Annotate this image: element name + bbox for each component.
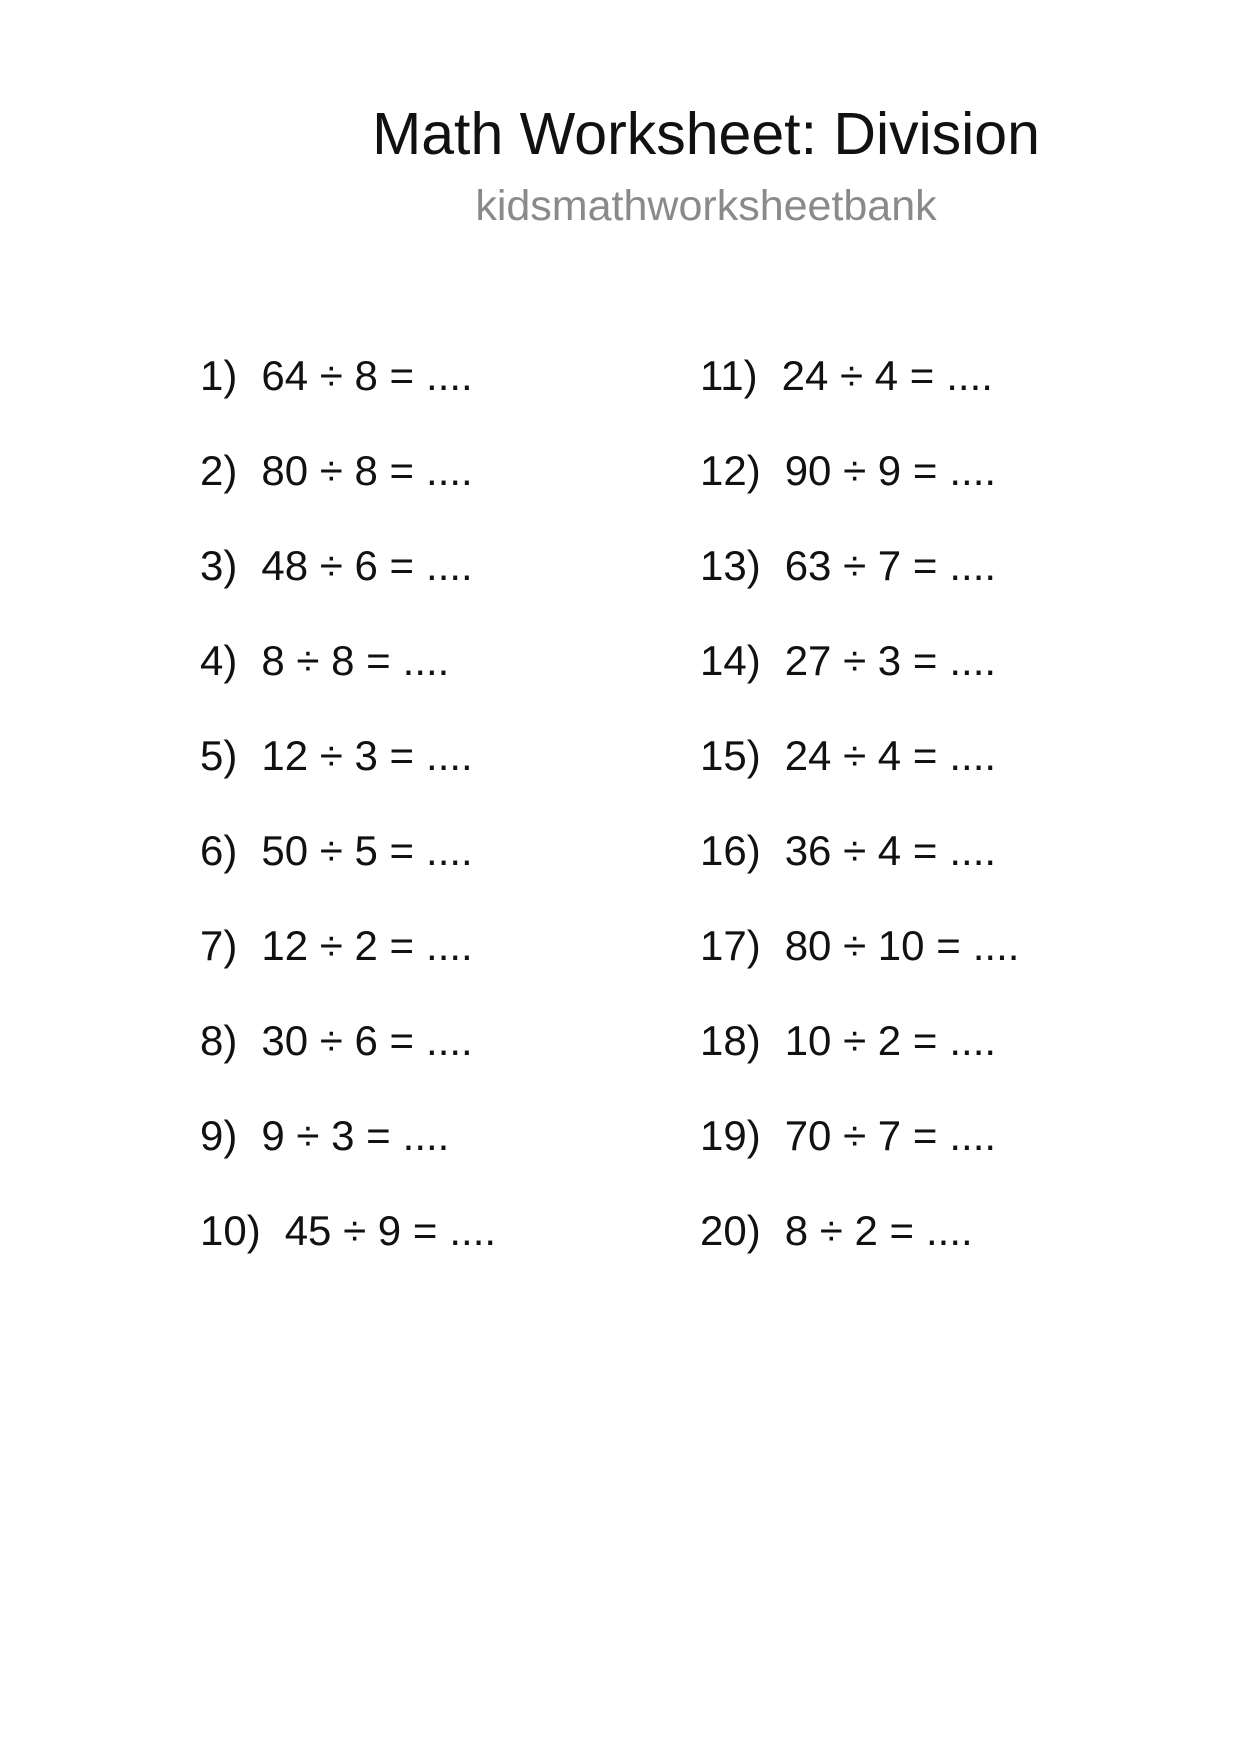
answer-blank: .... xyxy=(426,732,473,779)
problem-number: 2) xyxy=(200,447,238,494)
problem-number: 3) xyxy=(200,542,238,589)
problem-number: 9) xyxy=(200,1112,238,1159)
problem-expression: 90 ÷ 9 = xyxy=(784,447,938,494)
problem-item xyxy=(700,352,1019,447)
answer-blank: .... xyxy=(949,447,997,494)
problem-item xyxy=(700,827,1019,922)
problem-number: 4) xyxy=(200,637,238,684)
problem-expression: 27 ÷ 3 = xyxy=(784,637,938,684)
problem-item xyxy=(200,542,496,637)
problem-number: 7) xyxy=(200,922,238,969)
answer-blank: .... xyxy=(949,732,997,779)
problem-item xyxy=(700,1017,1019,1112)
problem-expression: 30 ÷ 6 = xyxy=(261,1017,415,1064)
problem-number: 17) xyxy=(700,922,761,969)
problem-number: 13) xyxy=(700,542,761,589)
problem-number: 5) xyxy=(200,732,238,779)
answer-blank: .... xyxy=(426,542,473,589)
answer-blank: .... xyxy=(949,827,997,874)
answer-blank: .... xyxy=(426,352,473,399)
problem-item xyxy=(700,922,1019,1017)
problem-item xyxy=(200,732,496,827)
problem-expression: 80 ÷ 10 = xyxy=(784,922,961,969)
problem-number: 15) xyxy=(700,732,761,779)
problem-expression: 24 ÷ 4 = xyxy=(784,732,938,779)
problem-item xyxy=(700,542,1019,637)
problem-expression: 12 ÷ 2 = xyxy=(261,922,415,969)
problem-expression: 64 ÷ 8 = xyxy=(261,352,415,399)
problem-number: 8) xyxy=(200,1017,238,1064)
problem-number: 10) xyxy=(200,1207,261,1254)
problem-item xyxy=(200,827,496,922)
problem-expression: 48 ÷ 6 = xyxy=(261,542,415,589)
answer-blank: .... xyxy=(426,922,473,969)
problem-number: 20) xyxy=(700,1207,761,1254)
problem-expression: 36 ÷ 4 = xyxy=(784,827,938,874)
problem-item xyxy=(700,732,1019,827)
answer-blank: .... xyxy=(402,637,450,684)
problem-expression: 12 ÷ 3 = xyxy=(261,732,415,779)
answer-blank: .... xyxy=(402,1112,450,1159)
problem-column-right xyxy=(700,352,1019,1302)
problem-item xyxy=(200,352,496,447)
answer-blank: .... xyxy=(972,922,1020,969)
page-title: Math Worksheet: Division xyxy=(372,101,1040,167)
problem-item xyxy=(200,1017,496,1112)
answer-blank: .... xyxy=(926,1207,973,1254)
problem-expression: 45 ÷ 9 = xyxy=(284,1207,438,1254)
answer-blank: .... xyxy=(949,1112,997,1159)
answer-blank: .... xyxy=(949,1017,997,1064)
problem-expression: 8 ÷ 8 = xyxy=(261,637,391,684)
problem-item xyxy=(200,1112,496,1207)
answer-blank: .... xyxy=(426,1017,473,1064)
answer-blank: .... xyxy=(949,637,997,684)
problem-item xyxy=(700,1112,1019,1207)
answer-blank: .... xyxy=(426,447,473,494)
problem-column-left xyxy=(200,352,496,1302)
problem-expression: 50 ÷ 5 = xyxy=(261,827,415,874)
problem-item xyxy=(200,447,496,542)
problem-expression: 80 ÷ 8 = xyxy=(261,447,415,494)
problem-item xyxy=(700,637,1019,732)
problem-number: 12) xyxy=(700,447,761,494)
answer-blank: .... xyxy=(449,1207,497,1254)
page-subtitle: kidsmathworksheetbank xyxy=(475,182,937,230)
problem-item xyxy=(200,922,496,1017)
answer-blank: .... xyxy=(949,542,997,589)
problem-item xyxy=(700,1207,1019,1302)
problem-expression: 8 ÷ 2 = xyxy=(784,1207,915,1254)
problem-number: 14) xyxy=(700,637,761,684)
problem-expression: 63 ÷ 7 = xyxy=(784,542,938,589)
problem-number: 1) xyxy=(200,352,238,399)
problem-number: 18) xyxy=(700,1017,761,1064)
problem-number: 11) xyxy=(700,352,758,399)
problem-number: 6) xyxy=(200,827,238,874)
answer-blank: .... xyxy=(946,352,993,399)
problem-item xyxy=(200,637,496,732)
problem-item xyxy=(700,447,1019,542)
answer-blank: .... xyxy=(426,827,473,874)
problem-expression: 9 ÷ 3 = xyxy=(261,1112,391,1159)
problem-number: 16) xyxy=(700,827,761,874)
problem-expression: 24 ÷ 4 = xyxy=(781,352,935,399)
problem-expression: 10 ÷ 2 = xyxy=(784,1017,938,1064)
problem-number: 19) xyxy=(700,1112,761,1159)
problem-item xyxy=(200,1207,496,1302)
problem-expression: 70 ÷ 7 = xyxy=(784,1112,938,1159)
